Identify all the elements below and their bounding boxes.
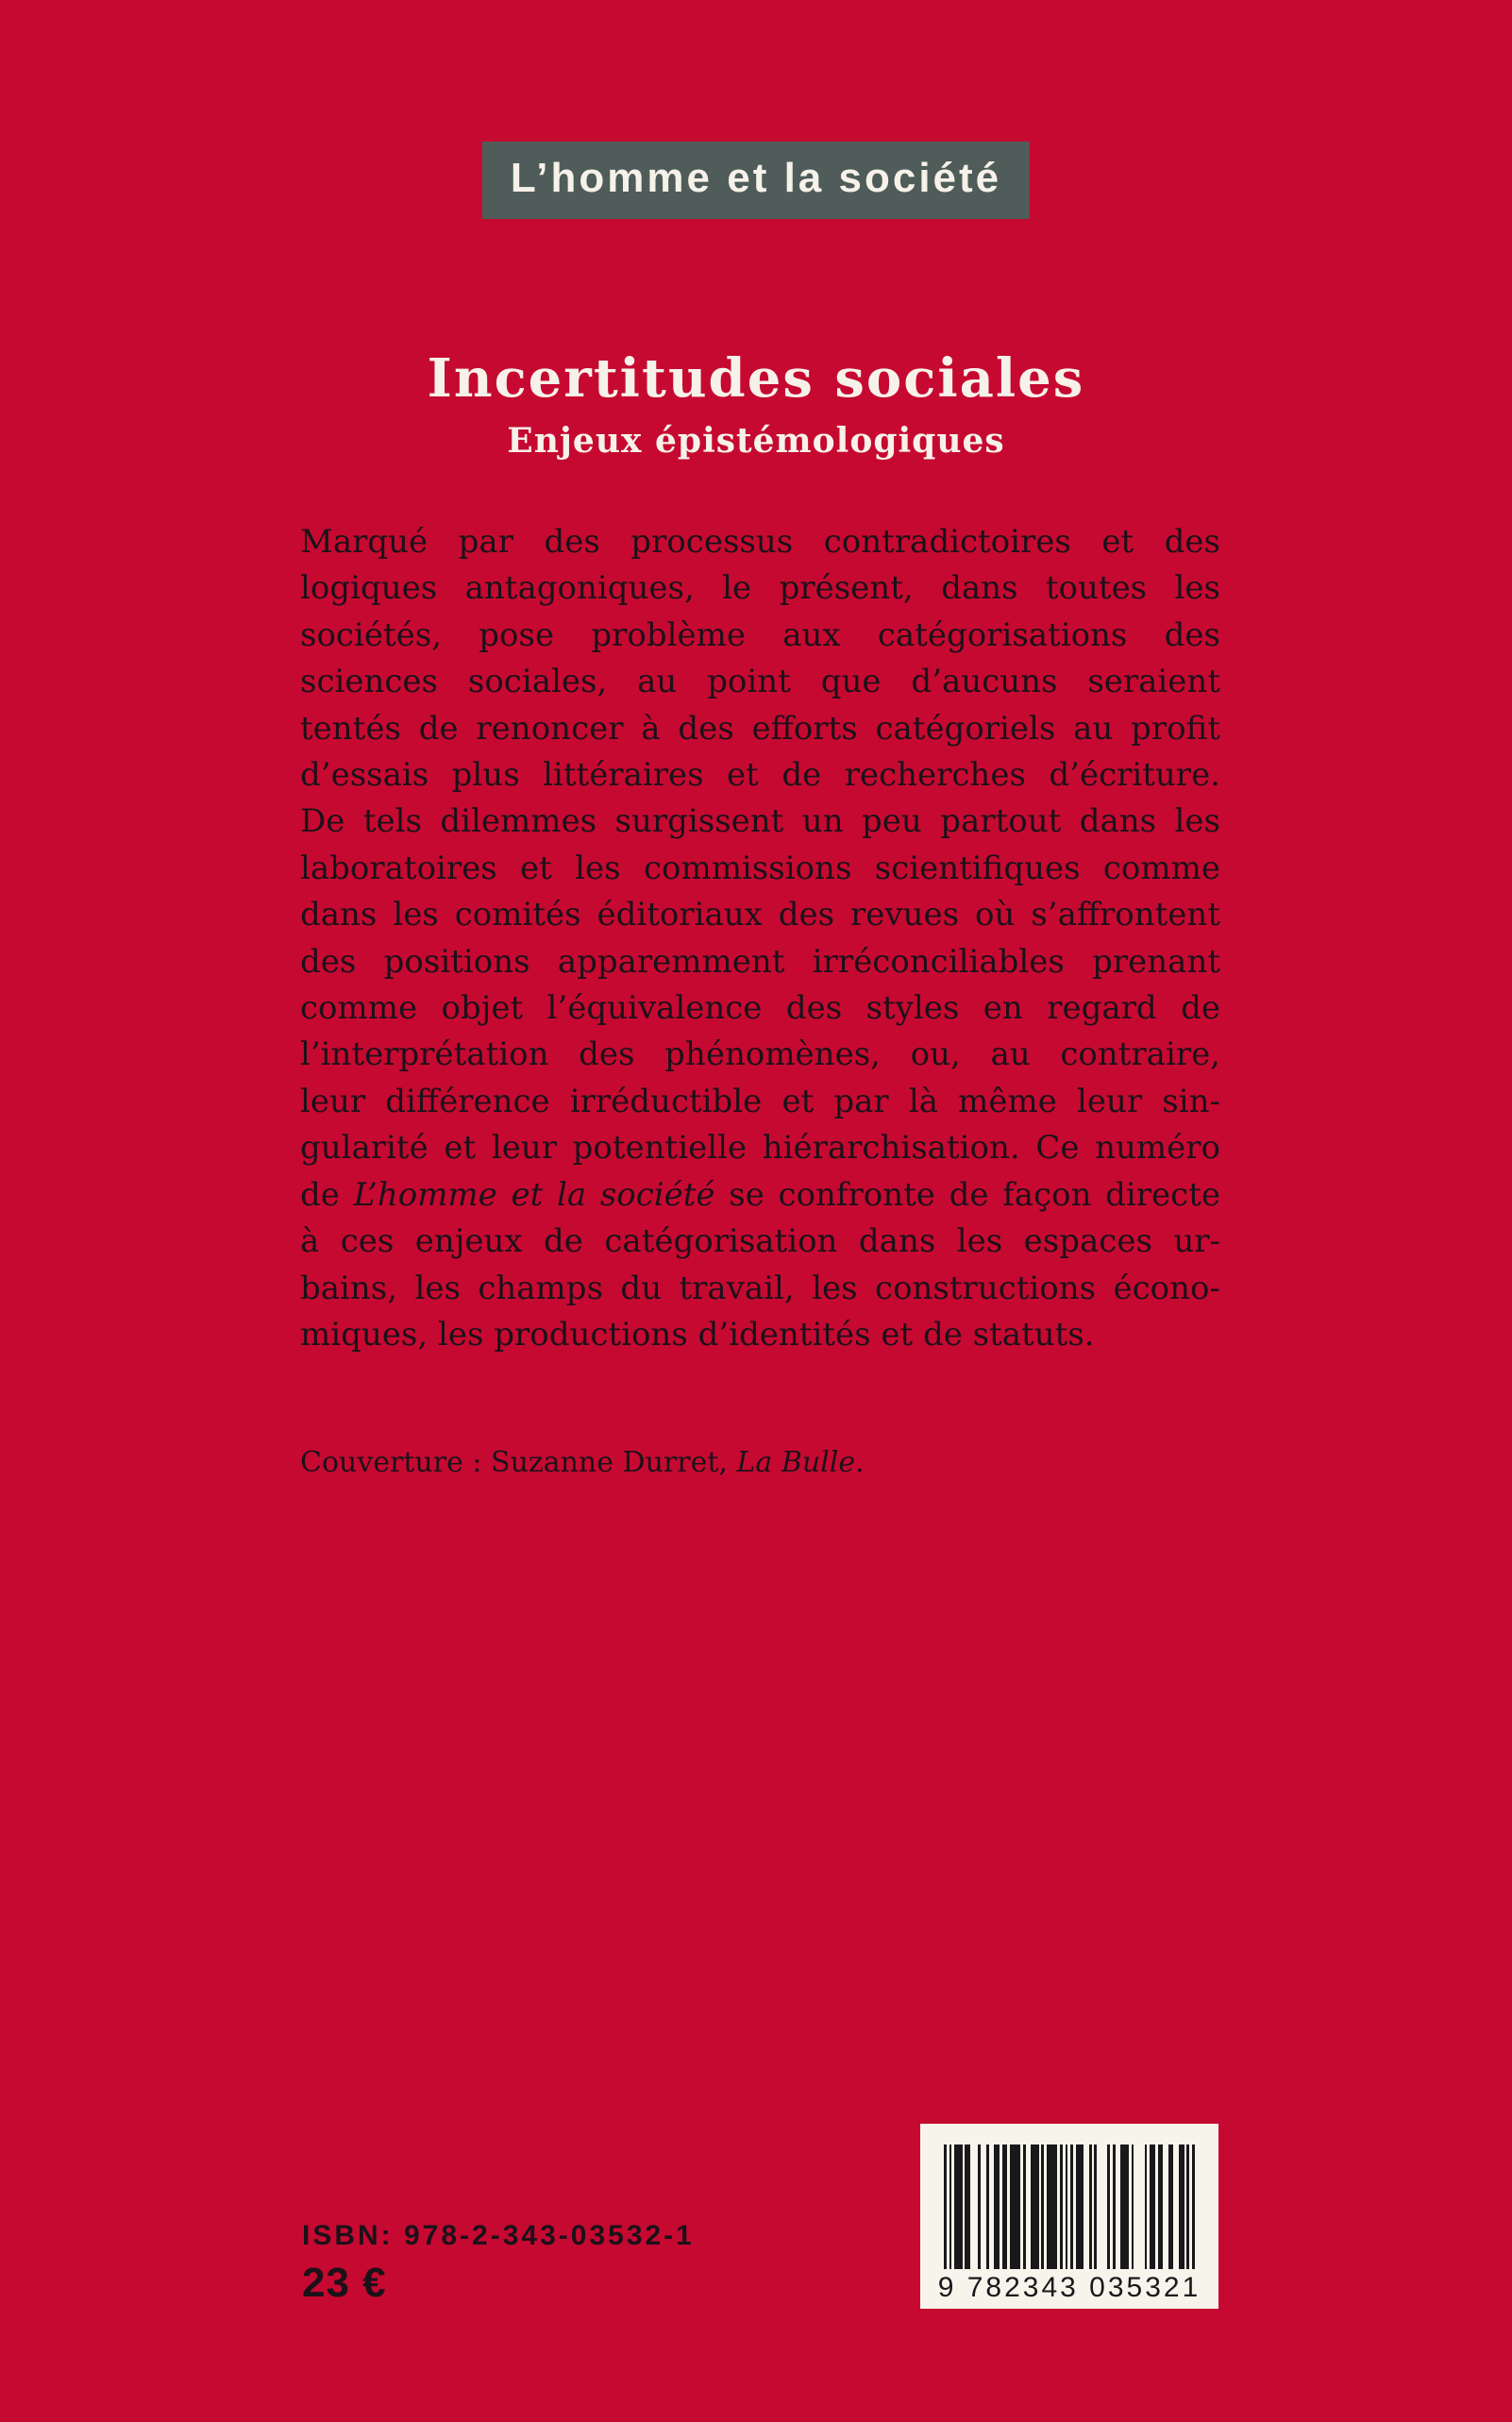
text-segment: de (300, 1175, 354, 1214)
blurb-line (300, 1312, 1220, 1358)
text-segment: Couverture : Suzanne Durret, (300, 1446, 737, 1479)
price-text: 23 € (302, 2260, 387, 2306)
text-segment: laboratoires et les commissions scientifiques comme (300, 849, 1220, 887)
text-segment: Marqué par des processus contradictoires et des (300, 523, 1220, 561)
blurb-line (300, 706, 1220, 752)
journal-name-banner: L’homme et la société (482, 142, 1030, 219)
text-segment: sociétés, pose problème aux catégorisations des (300, 615, 1220, 654)
blurb-line (300, 1172, 1220, 1219)
italic-text-segment: L’homme et la société (353, 1175, 715, 1214)
text-segment: De tels dilemmes surgissent un peu partout dans les (300, 802, 1220, 841)
text-segment: à ces enjeux de catégorisation dans les espaces ur- (300, 1222, 1220, 1261)
blurb-line (300, 613, 1220, 659)
barcode (920, 2124, 1218, 2309)
blurb-line (300, 1266, 1220, 1312)
issue-title: Incertitudes sociales (427, 347, 1085, 410)
text-segment: se confronte de façon directe (714, 1175, 1221, 1214)
isbn-text: ISBN: 978-2-343-03532-1 (302, 2220, 695, 2251)
text-segment: gularité et leur potentielle hiérarchisation. Ce numéro (300, 1129, 1220, 1168)
blurb-line (300, 659, 1220, 705)
text-segment: sciences sociales, au point que d’aucuns seraient (300, 663, 1220, 701)
barcode-module (1192, 2144, 1195, 2269)
blurb-line (300, 752, 1220, 799)
blurb-line (300, 939, 1220, 985)
text-segment: bains, les champs du travail, les constructions écono- (300, 1269, 1220, 1307)
text-segment: tentés de renoncer à des efforts catégoriels au profit (300, 709, 1220, 748)
blurb-line (300, 892, 1220, 938)
text-segment: miques, les productions d’identités et de statuts. (300, 1315, 1095, 1354)
blurb-line (300, 1125, 1220, 1171)
blurb-line (300, 985, 1220, 1032)
issue-subtitle: Enjeux épistémologiques (507, 421, 1005, 461)
blurb-line (300, 1219, 1220, 1265)
text-segment: comme objet l’équivalence des styles en regard de (300, 989, 1220, 1028)
blurb (300, 519, 1220, 1358)
blurb-line (300, 846, 1220, 892)
text-segment: . (855, 1446, 865, 1479)
blurb-line (300, 1079, 1220, 1125)
text-segment: dans les comités éditoriaux des revues où s’affrontent (300, 896, 1220, 934)
text-segment: leur différence irréductible et par là même leur sin- (300, 1082, 1220, 1120)
cover-credit (300, 1446, 865, 1479)
text-segment: des positions apparemment irréconciliables prenant (300, 942, 1220, 981)
blurb-line (300, 799, 1220, 845)
italic-text-segment: La Bulle (736, 1446, 856, 1479)
blurb-line (300, 519, 1220, 565)
text-segment: logiques antagoniques, le présent, dans toutes les (300, 569, 1220, 608)
blurb-line (300, 565, 1220, 612)
text-segment: l’interprétation des phénomènes, ou, au contraire, (300, 1035, 1220, 1074)
barcode-bars (944, 2144, 1195, 2269)
barcode-number: 9 782343 035321 (937, 2272, 1201, 2303)
text-segment: d’essais plus littéraires et de recherches d’écriture. (300, 756, 1220, 795)
blurb-line (300, 1032, 1220, 1078)
